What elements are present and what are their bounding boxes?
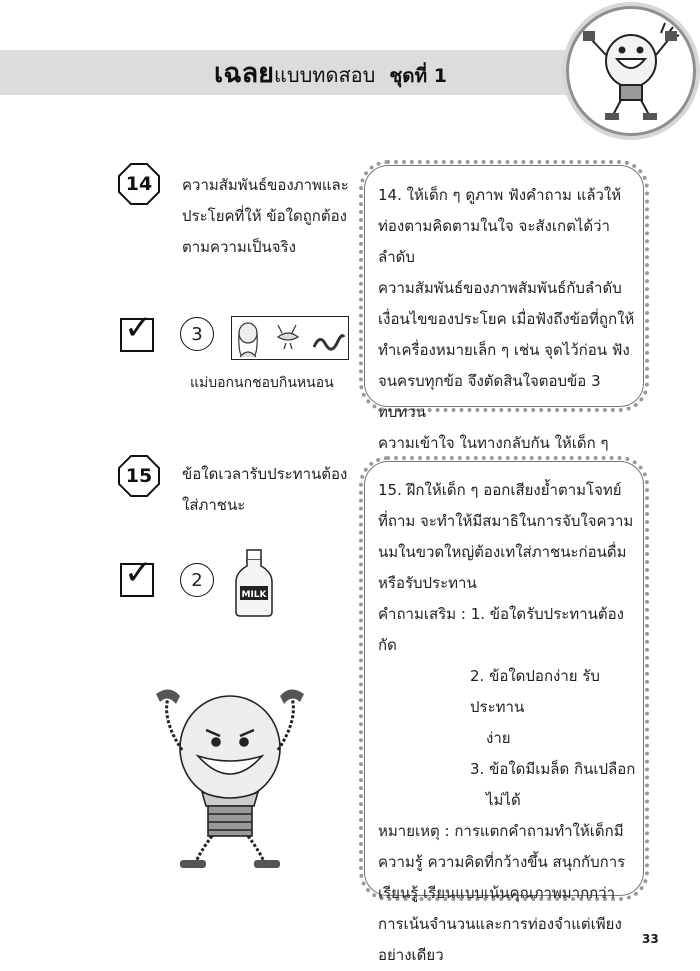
explanation-line: ทำเครื่องหมายเล็ก ๆ เช่น จุดไว้ก่อน ฟัง [378,341,630,359]
extra-questions-label: คำถามเสริม : [378,605,466,623]
page-title [214,54,447,94]
check-mark-icon: ✓ [124,553,153,593]
question-line: ข้อใดเวลารับประทานต้อง [182,465,348,483]
question-number-badge [118,163,160,205]
mascot-illustration [140,680,320,870]
extra-question: ไม่ได้ [486,791,521,809]
extra-question: 2. ข้อใดปอกง่าย รับประทาน [470,667,600,716]
note-line: เรียนรู้ เรียนแบบเน้นคุณภาพมากกว่า [378,884,616,902]
extra-question: 3. ข้อใดมีเมล็ด กินเปลือก [470,760,636,778]
picture-caption: แม่บอกนกชอบกินหนอน [190,375,334,391]
explanation-text [378,475,640,971]
explanation-line: ความเข้าใจ ในทางกลับกัน ให้เด็ก ๆ [378,434,609,452]
explanation-line: 14. ให้เด็ก ๆ ดูภาพ ฟังคำถาม แล้วให้ [378,186,622,204]
explanation-line: เงื่อนไขของประโยค เมื่อฟังถึงข้อที่ถูกให้ [378,310,635,328]
question-number: 14 [125,173,153,195]
answer-picture [231,316,349,360]
explanation-line: จนครบทุกข้อ จึงตัดสินใจตอบข้อ 3 ทบทวน [378,372,601,421]
bottle-label: MILK [241,590,267,600]
page-number: 33 [642,932,659,946]
note-line: หมายเหตุ : การแตกคำถามทำให้เด็กมี [378,822,624,840]
woman-icon [239,323,257,357]
question-text [182,170,349,263]
answer-choice: 3 [180,317,214,351]
milk-bottle-icon [232,548,276,618]
title-set-number: ชุดที่ 1 [389,65,447,87]
question-number-badge [118,455,160,497]
checkbox-checked [120,308,154,352]
explanation-line: ที่ถาม จะทำให้มีสมาธิในการจับใจความ [378,512,634,530]
question-line: ประโยคที่ให้ ข้อใดถูกต้อง [182,207,347,225]
worm-icon [314,336,344,350]
question-line: ใส่ภาชนะ [182,496,246,514]
question-line: ความสัมพันธ์ของภาพและ [182,176,349,194]
note-line: การเน้นจำนวนและการท่องจำแต่เพียง [378,915,622,933]
extra-question: 1. ข้อใดรับประทานต้องกัด [378,605,624,654]
lightbulb-character-icon [569,9,693,133]
explanation-line: ความสัมพันธ์ของภาพสัมพันธ์กับลำดับ [378,279,622,297]
explanation-line: นมในขวดใหญ่ต้องเทใส่ภาชนะก่อนดื่ม [378,543,627,561]
explanation-line: 15. ฝึกให้เด็ก ๆ ออกเสียงย้ำตามโจทย์ [378,481,622,499]
checkbox-checked [120,553,154,597]
note-line: อย่างเดียว [378,946,444,964]
extra-question: ง่าย [486,729,511,747]
mascot-badge [566,6,696,136]
explanation-line: หรือรับประทาน [378,574,477,592]
bird-icon [278,325,298,349]
title-test: แบบทดสอบ [274,63,376,87]
title-answer-key: เฉลย [214,58,274,89]
question-line: ตามความเป็นจริง [182,238,296,256]
lightbulb-character-icon [140,680,320,870]
note-line: ความรู้ ความคิดที่กว้างขึ้น สนุกกับการ [378,853,626,871]
answer-choice: 2 [180,563,214,597]
question-text [182,459,347,521]
explanation-line: ท่องตามคิดตามในใจ จะสังเกตได้ว่า ลำดับ [378,217,610,266]
question-number: 15 [125,465,153,487]
check-mark-icon: ✓ [124,308,153,348]
